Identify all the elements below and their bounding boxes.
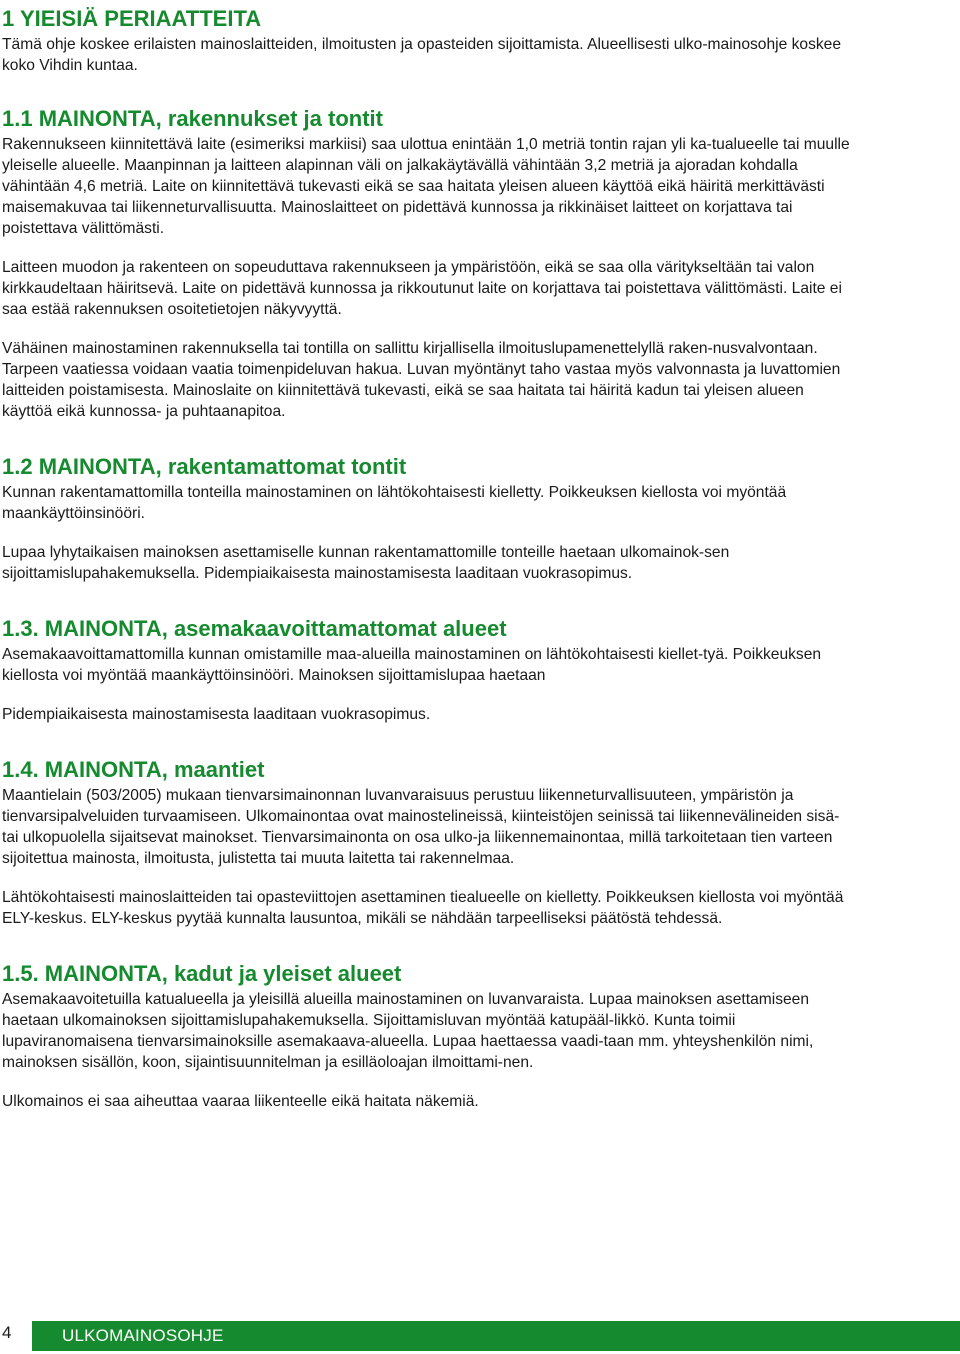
- section-1-2-paragraph-1: Kunnan rakentamattomilla tonteilla mainostaminen on lähtökohtaisesti kielletty. Poikkeuksen kiellosta voi myöntää maankäyttöinsinööri.: [2, 484, 787, 522]
- section-1-5-paragraph-1: Asemakaavoitetuilla katualueella ja yleisillä alueilla mainostaminen on luvanvaraista. Lupaa mainoksen asettamiseen haetaan ulkomainoksen sijoittamislupahakemuksella. Sijoittamisluvan myöntää katupääl-likkö. Kunta toimii lupaviranomaisena tienvarsimainoksille asemakaava-alueella. Lupaa haettaessa vaadi-taan mm. yhteyshenkilön nimi, mainoksen sisällön, koon, sijaintisuunnitelman ja esilläoloajan ilmoittami-nen.: [2, 991, 814, 1071]
- page-content: [2, 4, 852, 1112]
- section-1-3-paragraph-1: Asemakaavoittamattomilla kunnan omistamille maa-alueilla mainostaminen on lähtökohtaisesti kiellet-tyä. Poikkeuksen kiellosta voi myöntää maankäyttöinsinööri. Mainoksen sijoittamislupaa haetaan: [2, 646, 822, 684]
- section-1-3-heading: 1.3. MAINONTA, asemakaavoittamattomat alueet: [2, 616, 507, 641]
- section-1-4-paragraph-2: Lähtökohtaisesti mainoslaitteiden tai opasteviittojen asettaminen tiealueelle on kielletty. Poikkeuksen kiellosta voi myöntää ELY-keskus. ELY-keskus pyytää kunnalta lausuntoa, mikäli se nähdään tarpeelliseksi päätöstä tehdessä.: [2, 889, 844, 927]
- section-1-4-paragraph-1: Maantielain (503/2005) mukaan tienvarsimainonnan luvanvaraisuus perustuu liikenneturvallisuuteen, ympäristön ja tienvarsipalveluiden turvaamiseen. Ulkomainontaa ovat mainostelineissä, kiinteistöjen seinissä tai liikennevälineiden sisä- tai ulkopuolella sijaitsevat mainokset. Tienvarsimainonta on osa ulko-ja liikennemainontaa, millä tarkoitetaan tien varteen sijoitettua mainosta, ilmoitusta, julistetta tai muuta laitetta tai rakennelmaa.: [2, 787, 840, 867]
- footer-bar: [32, 1321, 960, 1351]
- section-1-1-heading: 1.1 MAINONTA, rakennukset ja tontit: [2, 106, 383, 131]
- section-1-1-paragraph-2: Laitteen muodon ja rakenteen on sopeuduttava rakennukseen ja ympäristöön, eikä se saa olla väritykseltään tai valon kirkkaudeltaan häiritsevä. Laite on pidettävä kunnossa ja rikkoutunut laite on korjattava tai poistettava välittömästi. Laite ei saa estää rakennuksen osoitetietojen näkyvyyttä.: [2, 259, 842, 318]
- section-1-5-paragraph-2: Ulkomainos ei saa aiheuttaa vaaraa liikenteelle eikä haitata näkemiä.: [2, 1093, 479, 1110]
- page-number: 4: [2, 1323, 12, 1342]
- section-1-paragraph-1: Tämä ohje koskee erilaisten mainoslaitteiden, ilmoitusten ja opasteiden sijoittamista. Alueellisesti ulko-mainosohje koskee koko Vihdin kuntaa.: [2, 36, 842, 74]
- section-1-1-paragraph-1: Rakennukseen kiinnitettävä laite (esimeriksi markiisi) saa ulottua enintään 1,0 metriä tontin rajan yli ka-tualueelle tai muulle yleiselle alueelle. Maanpinnan ja laitteen alapinnan väli on jalkakäytävällä vähintään 3,2 metriä ja ajoradan kohdalla vähintään 4,6 metriä. Laite on kiinnitettävä tukevasti eikä se saa haitata yleisen alueen käyttöä eikä häiritä merkittävästi maisemakuvaa tai liikenneturvallisuutta. Mainoslaitteet on pidettävä kunnossa ja rikkinäiset laitteet on korjattava tai poistettava välittömästi.: [2, 136, 850, 237]
- section-1-4-heading: 1.4. MAINONTA, maantiet: [2, 757, 265, 782]
- section-1-3-paragraph-2: Pidempiaikaisesta mainostamisesta laaditaan vuokrasopimus.: [2, 706, 431, 723]
- section-1-1-paragraph-3: Vähäinen mainostaminen rakennuksella tai tontilla on sallittu kirjallisella ilmoituslupamenettelyllä raken-nusvalvontaan. Tarpeen vaatiessa voidaan vaatia toimenpideluvan hakua. Luvan myöntänyt taho vastaa myös valvonnasta ja luvattomien laitteiden poistamisesta. Mainoslaite on kiinnitettävä tukevasti, eikä se saa haitata tai häiritä kadun tai yleisen alueen käyttöä eikä kunnossa- ja puhtaanapitoa.: [2, 340, 841, 420]
- section-1-2-paragraph-2: Lupaa lyhytaikaisen mainoksen asettamiselle kunnan rakentamattomille tonteille haetaan ulkomainok-sen sijoittamislupahakemuksella. Pidempiaikaisesta mainostamisesta laaditaan vuokrasopimus.: [2, 544, 730, 582]
- section-1-2-heading: 1.2 MAINONTA, rakentamattomat tontit: [2, 454, 407, 479]
- footer-title: ULKOMAINOSOHJE: [62, 1326, 224, 1345]
- section-1-5-heading: 1.5. MAINONTA, kadut ja yleiset alueet: [2, 961, 402, 986]
- section-1-heading: 1 YIEISIÄ PERIAATTEITA: [2, 6, 262, 31]
- page-footer: [0, 1321, 960, 1351]
